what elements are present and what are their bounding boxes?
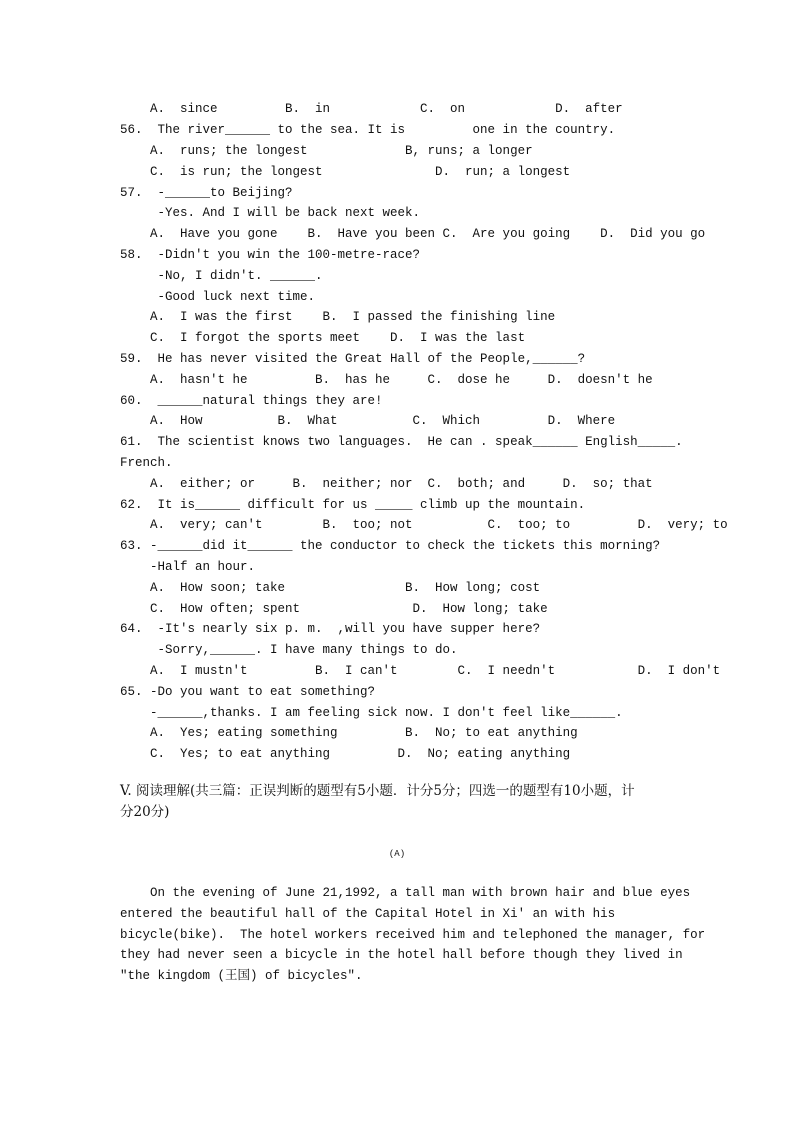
q64-options: A. I mustn't B. I can't C. I needn't D. I don't	[120, 664, 721, 678]
q61-stem-cont: French.	[120, 456, 173, 470]
q61-stem: 61. The scientist knows two languages. He can . speak______ English_____.	[120, 435, 683, 449]
q56-options-cd: C. is run; the longest D. run; a longest	[120, 165, 571, 179]
passage-label: (A)	[388, 849, 406, 859]
q63-options-ab: A. How soon; take B. How long; cost	[120, 581, 541, 595]
passage-line-3: bicycle(bike). The hotel workers received him and telephoned the manager, for	[120, 928, 706, 942]
passage-line-5: "the kingdom (王国) of bicycles".	[120, 969, 363, 983]
q58-options-cd: C. I forgot the sports meet D. I was the last	[120, 331, 526, 345]
passage-line-2: entered the beautiful hall of the Capital Hotel in Xi' an with his	[120, 907, 616, 921]
q56-options-ab: A. runs; the longest B, runs; a longer	[120, 144, 533, 158]
q62-stem: 62. It is______ difficult for us _____ climb up the mountain.	[120, 498, 586, 512]
q65-dialogue: -______,thanks. I am feeling sick now. I don't feel like______.	[120, 706, 623, 720]
passage-line-1: On the evening of June 21,1992, a tall man with brown hair and blue eyes	[120, 886, 691, 900]
passage-line-4: they had never seen a bicycle in the hotel hall before though they lived in	[120, 948, 683, 962]
q55-options: A. since B. in C. on D. after	[120, 102, 623, 116]
q64-dialogue: -Sorry,______. I have many things to do.	[120, 643, 458, 657]
q56-stem: 56. The river______ to the sea. It is one in the country.	[120, 123, 616, 137]
q59-stem: 59. He has never visited the Great Hall of the People,______?	[120, 352, 586, 366]
q57-dialogue: -Yes. And I will be back next week.	[120, 206, 421, 220]
q58-stem: 58. -Didn't you win the 100-metre-race?	[120, 248, 421, 262]
q61-options: A. either; or B. neither; nor C. both; and D. so; that	[120, 477, 653, 491]
section-heading-cont: 分20分)	[120, 804, 170, 820]
q64-stem: 64. -It's nearly six p. m. ,will you have supper here?	[120, 622, 541, 636]
q60-options: A. How B. What C. Which D. Where	[120, 414, 616, 428]
q62-options: A. very; can't B. too; not C. too; to D. very; to	[120, 518, 728, 532]
q63-options-cd: C. How often; spent D. How long; take	[120, 602, 548, 616]
q65-options-ab: A. Yes; eating something B. No; to eat anything	[120, 726, 578, 740]
q59-options: A. hasn't he B. has he C. dose he D. doesn't he	[120, 373, 653, 387]
q57-options: A. Have you gone B. Have you been C. Are you going D. Did you go	[120, 227, 706, 241]
q58-dialogue-1: -No, I didn't. ______.	[120, 269, 323, 283]
q57-stem: 57. -______to Beijing?	[120, 186, 293, 200]
q58-dialogue-2: -Good luck next time.	[120, 290, 316, 304]
q63-dialogue: -Half an hour.	[120, 560, 256, 574]
section-heading: V. 阅读理解(共三篇：正误判断的题型有5小题．计分5分；四选一的题型有10小题，计	[120, 783, 635, 799]
q63-stem: 63. -______did it______ the conductor to check the tickets this morning?	[120, 539, 661, 553]
q65-stem: 65. -Do you want to eat something?	[120, 685, 376, 699]
q60-stem: 60. ______natural things they are!	[120, 394, 383, 408]
q65-options-cd: C. Yes; to eat anything D. No; eating anything	[120, 747, 571, 761]
q58-options-ab: A. I was the first B. I passed the finishing line	[120, 310, 556, 324]
